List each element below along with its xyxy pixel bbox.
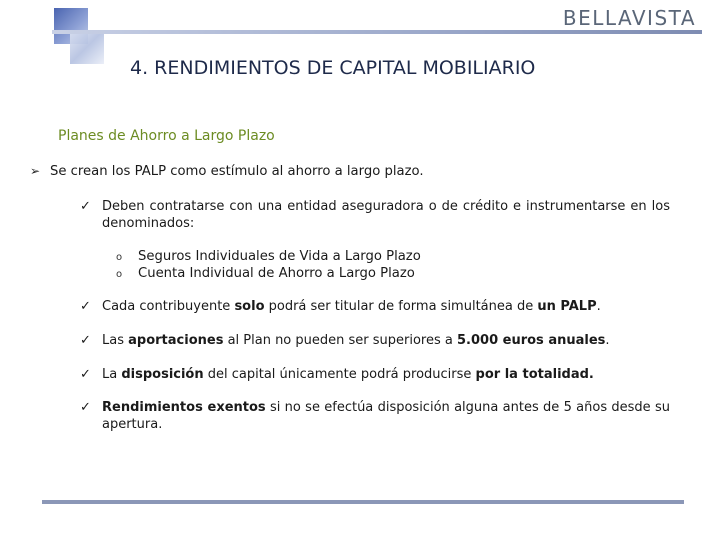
- sub-item-2-text: Cuenta Individual de Ahorro a Largo Plazo: [138, 266, 415, 281]
- check-item-5: [80, 399, 670, 433]
- check-bullet-icon: ✓: [80, 333, 91, 348]
- sub-item-2: [116, 265, 415, 283]
- check-item-2: [80, 298, 670, 315]
- check-item-5-text: Rendimientos exentos si no se efectúa disposición alguna antes de 5 años desde su apertura.: [102, 400, 671, 432]
- circle-bullet-icon: o: [116, 252, 123, 263]
- check-item-1-text: Deben contratarse con una entidad aseguradora o de crédito e instrumentarse en los denominados:: [102, 199, 670, 231]
- arrow-bullet-icon: ➢: [30, 164, 41, 178]
- sub-item-1: [116, 248, 421, 266]
- main-bullet-text: Se crean los PALP como estímulo al ahorro a largo plazo.: [50, 164, 424, 179]
- header-divider: [52, 30, 702, 34]
- check-item-3-text: Las aportaciones al Plan no pueden ser superiores a 5.000 euros anuales.: [102, 333, 610, 348]
- check-bullet-icon: ✓: [80, 400, 91, 415]
- check-item-3: [80, 332, 670, 349]
- logo-square-light: [70, 30, 104, 64]
- main-bullet: [30, 164, 424, 179]
- check-item-4: [80, 366, 670, 383]
- sub-item-1-text: Seguros Individuales de Vida a Largo Plazo: [138, 249, 421, 264]
- footer-divider: [42, 500, 684, 504]
- check-bullet-icon: ✓: [80, 299, 91, 314]
- page-title: 4. RENDIMIENTOS DE CAPITAL MOBILIARIO: [130, 57, 536, 79]
- brand-logo: BELLAVISTA: [562, 6, 696, 30]
- check-bullet-icon: ✓: [80, 199, 91, 214]
- circle-bullet-icon: o: [116, 269, 123, 280]
- check-item-2-text: Cada contribuyente solo podrá ser titular de forma simultánea de un PALP.: [102, 299, 601, 314]
- check-item-4-text: La disposición del capital únicamente podrá producirse por la totalidad.: [102, 367, 594, 382]
- check-bullet-icon: ✓: [80, 367, 91, 382]
- section-subtitle: Planes de Ahorro a Largo Plazo: [58, 128, 275, 144]
- check-item-1: [80, 198, 670, 232]
